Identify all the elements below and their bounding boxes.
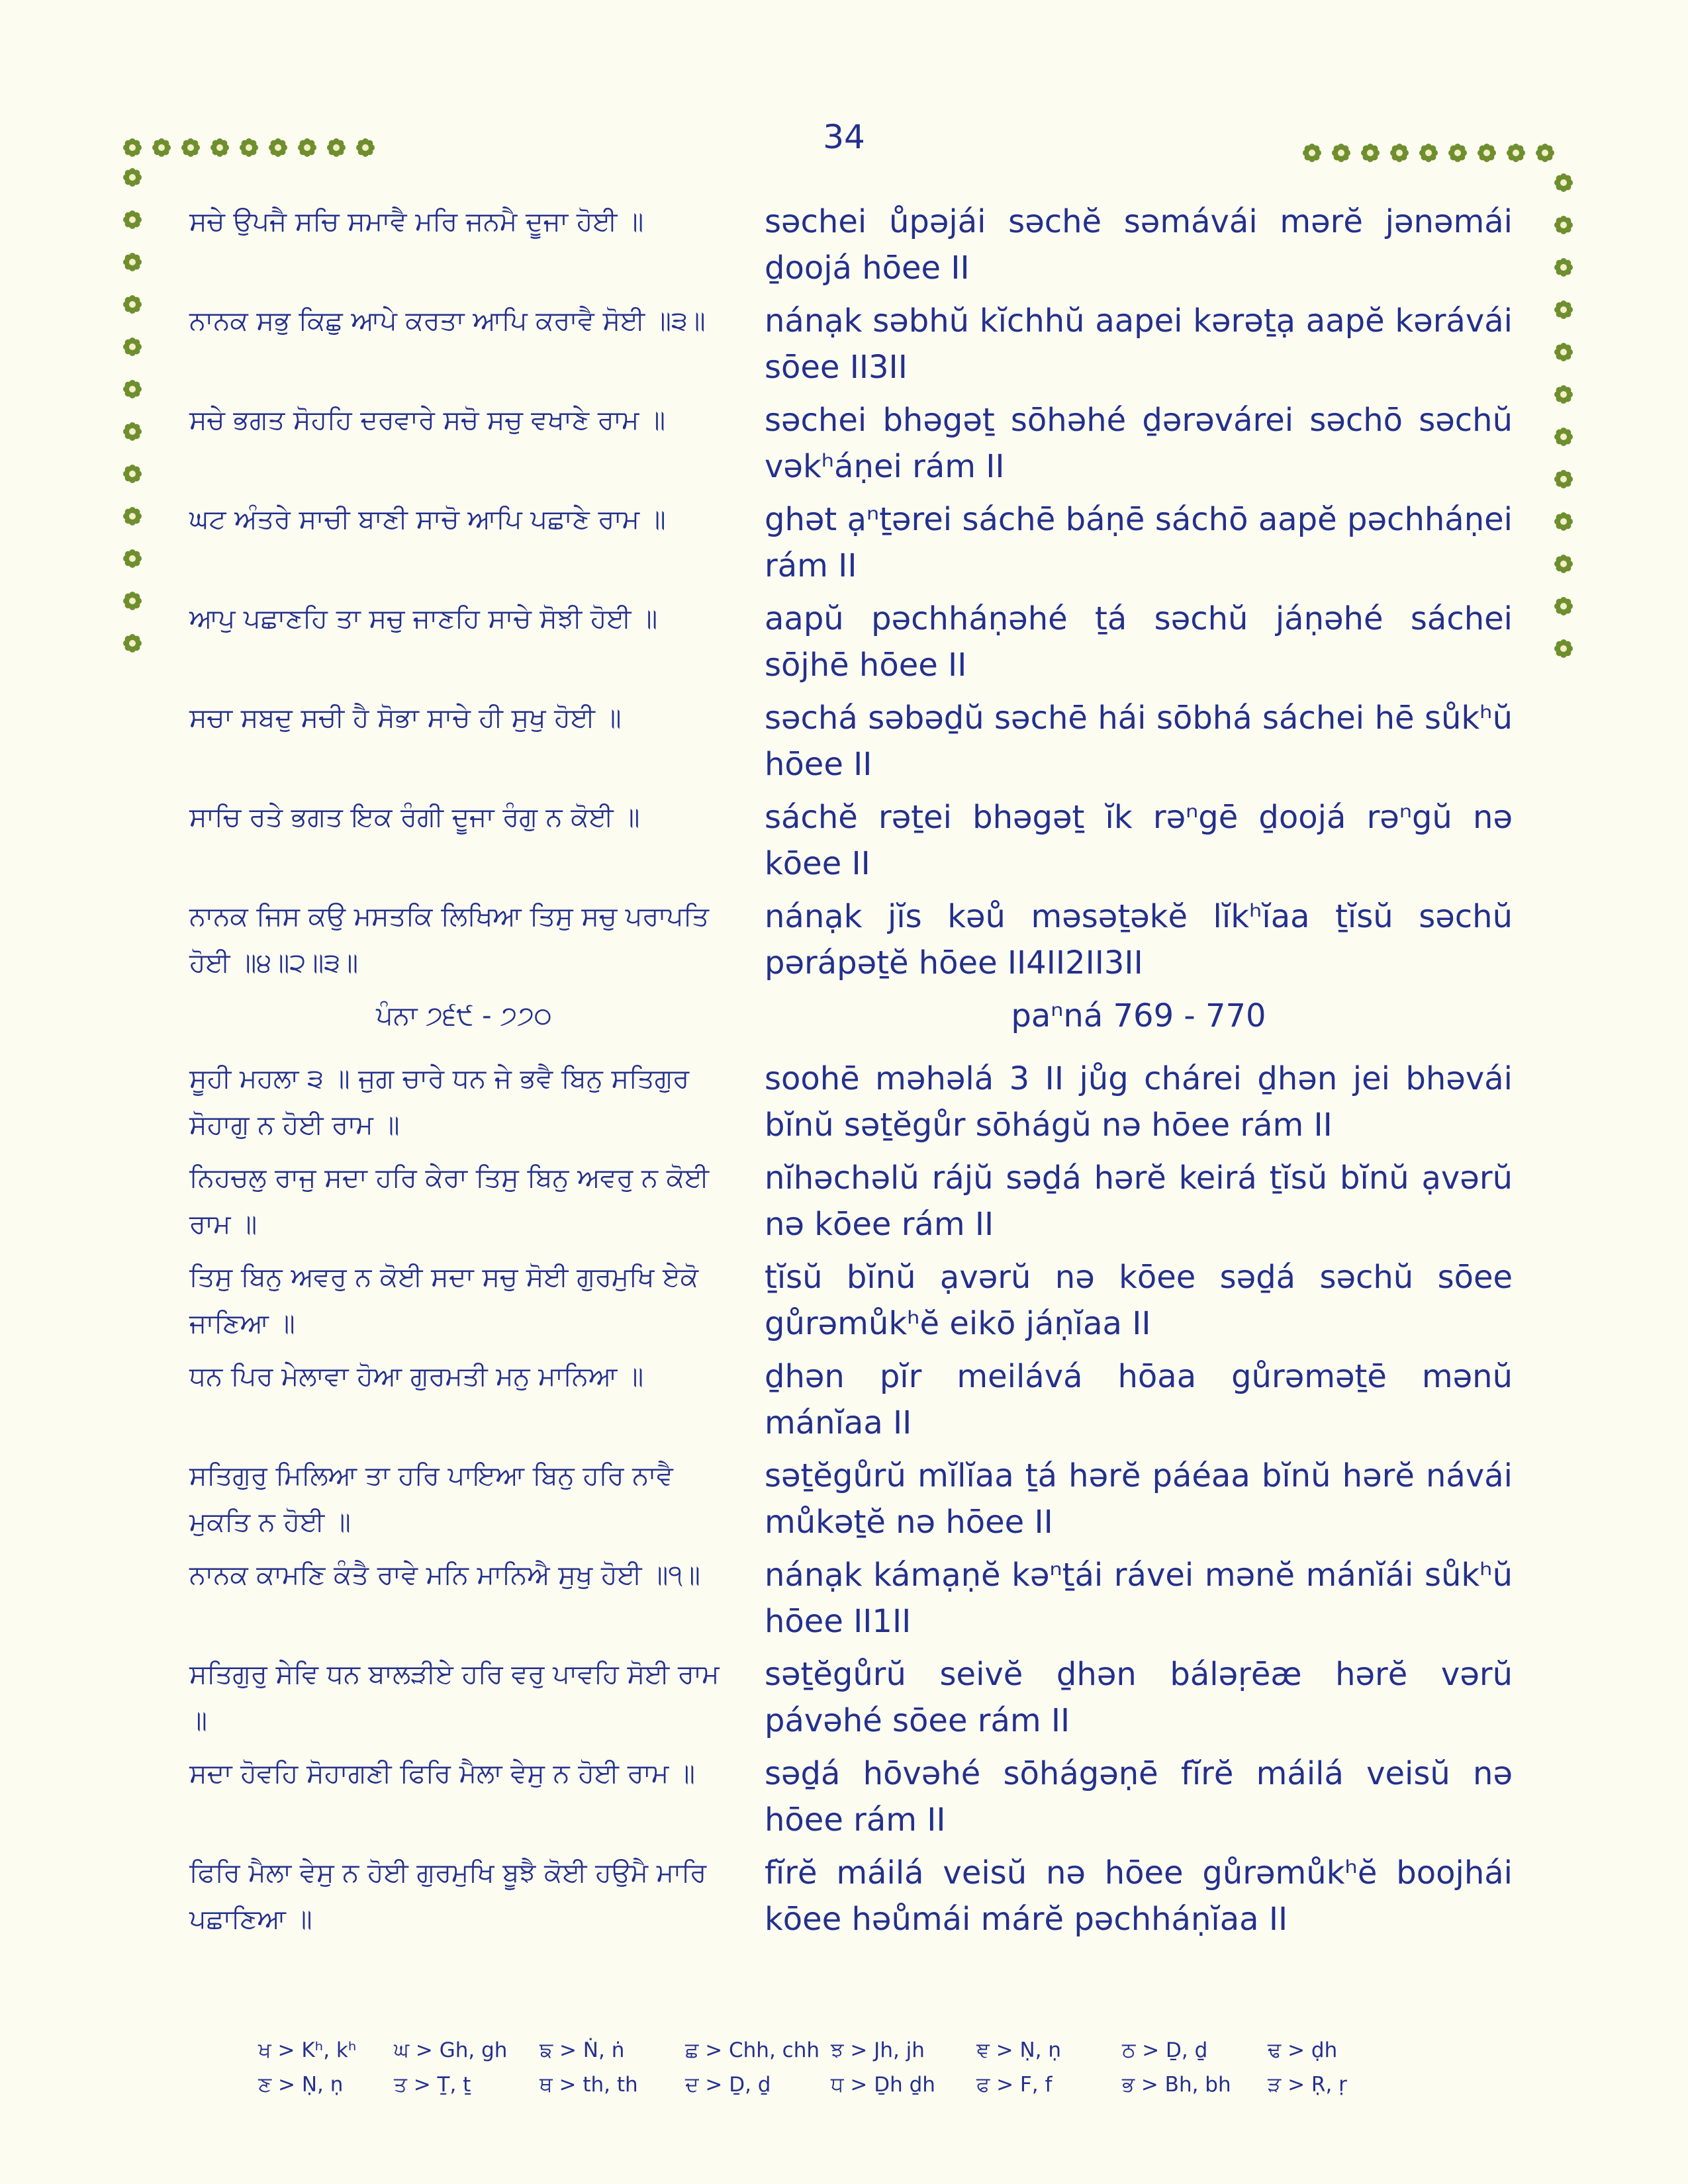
legend-entry: ਢ > ḍh bbox=[1268, 2038, 1338, 2062]
flower-icon bbox=[123, 549, 142, 568]
flower-icon bbox=[123, 380, 142, 398]
flower-icon bbox=[1554, 343, 1573, 361]
transliteration-line: səchei ůpəjái səchĕ səmávái mərĕ jənəmái ḏoojá hōee II bbox=[765, 203, 1513, 287]
transliteration-line: səṯĕgůrŭ mĭlĭaa ṯá hərĕ páéaa bĭnŭ hərĕ návái můkəṯĕ nə hōee II bbox=[765, 1457, 1513, 1541]
flower-icon bbox=[1554, 385, 1573, 404]
transliteration-line: səchei bhəgəṯ sōhəhé ḏərəvárei səchō səchŭ vəkʰáṇei rám II bbox=[765, 402, 1513, 485]
gurmukhi-line: ਸਚਾ ਸਬਦੁ ਸਚੀ ਹੈ ਸੋਭਾ ਸਾਚੇ ਹੀ ਸੁਖੁ ਹੋਈ ॥ bbox=[189, 703, 622, 733]
gurmukhi-line: ਫਿਰਿ ਮੈਲਾ ਵੇਸੁ ਨ ਹੋਈ ਗੁਰਮੁਖਿ ਬੂਝੈ ਕੋਈ ਹਉਮੈ ਮਾਰਿ ਪਛਾਣਿਆ ॥ bbox=[189, 1858, 707, 1934]
legend-row bbox=[258, 2038, 1450, 2073]
flower-icon bbox=[1554, 428, 1573, 446]
gurmukhi-line: ਨਾਨਕ ਜਿਸ ਕਉ ਮਸਤਕਿ ਲਿਖਿਆ ਤਿਸੁ ਸਚੁ ਪਰਾਪਤਿ ਹੋਈ ॥੪॥੨॥੩॥ bbox=[189, 901, 710, 978]
transliteration-line: fĭrĕ máilá veisŭ nə hōee gůrəmůkʰĕ boojhái kōee həůmái márĕ pəchháṇĭaa II bbox=[765, 1854, 1513, 1938]
gurmukhi-line: ਸਤਿਗੁਰੁ ਸੇਵਿ ਧਨ ਬਾਲੜੀਏ ਹਰਿ ਵਰੁ ਪਾਵਹਿ ਸੋਈ ਰਾਮ ॥ bbox=[189, 1659, 720, 1736]
transliteration-line: nĭhəchəlŭ rájŭ səḏá hərĕ keirá ṯĭsŭ bĭnŭ ạvərŭ nə kōee rám II bbox=[765, 1160, 1513, 1243]
panna-transliteration: paⁿná 769 - 770 bbox=[1011, 997, 1266, 1034]
transliteration-line: səḏá hōvəhé sōhágəṇē fĭrĕ máilá veisŭ nə hōee rám II bbox=[765, 1755, 1513, 1839]
transliteration-line: ḏhən pĭr meilává hōaa gůrəməṯē mənŭ mánĭaa II bbox=[765, 1358, 1513, 1441]
gurmukhi-line: ਸੂਹੀ ਮਹਲਾ ੩ ॥ ਜੁਗ ਚਾਰੇ ਧਨ ਜੇ ਭਵੈ ਬਿਨੁ ਸਤਿਗੁਰ ਸੋਹਾਗੁ ਨ ਹੋਈ ਰਾਮ ॥ bbox=[189, 1064, 690, 1140]
page-number: 34 bbox=[823, 118, 865, 156]
legend-entry: ਛ > Chh, chh bbox=[685, 2038, 820, 2062]
flower-icon bbox=[123, 253, 142, 271]
legend-entry: ਥ > th, th bbox=[539, 2073, 638, 2097]
gurmukhi-line: ਸਦਾ ਹੋਵਹਿ ਸੋਹਾਗਣੀ ਫਿਰਿ ਮੈਲਾ ਵੇਸੁ ਨ ਹੋਈ ਰਾਮ ॥ bbox=[189, 1758, 695, 1789]
gurmukhi-line: ਨਾਨਕ ਸਭੁ ਕਿਛੁ ਆਪੇ ਕਰਤਾ ਆਪਿ ਕਰਾਵੈ ਸੋਈ ॥੩॥ bbox=[189, 306, 706, 336]
legend-entry: ਦ > Ḏ, ḏ bbox=[685, 2073, 771, 2097]
transliteration-line: ṯĭsŭ bĭnŭ ạvərŭ nə kōee səḏá səchŭ sōee gůrəmůkʰĕ eikō jáṇĭaa II bbox=[765, 1259, 1513, 1342]
flower-icon bbox=[1554, 300, 1573, 319]
transliteration-line: aapŭ pəchháṇəhé ṯá səchŭ jáṇəhé sáchei sōjhē hōee II bbox=[765, 600, 1513, 684]
flower-icon bbox=[123, 168, 142, 187]
panna-gurmukhi: ਪੰਨਾ ੭੬੯ - ੭੭੦ bbox=[376, 1001, 552, 1031]
flower-icon bbox=[1554, 597, 1573, 615]
transliteration-line: səchá səbəḏŭ səchē hái sōbhá sáchei hē sůkʰŭ hōee II bbox=[765, 700, 1513, 783]
gurmukhi-line: ਸਾਚਿ ਰਤੇ ਭਗਤ ਇਕ ਰੰਗੀ ਦੂਜਾ ਰੰਗੁ ਨ ਕੋਈ ॥ bbox=[189, 802, 640, 833]
flower-icon bbox=[1554, 258, 1573, 277]
legend-entry: ਞ > Ṇ, ṇ bbox=[976, 2038, 1062, 2062]
gurmukhi-line: ਨਾਨਕ ਕਾਮਣਿ ਕੰਤੈ ਰਾਵੇ ਮਨਿ ਮਾਨਿਐ ਸੁਖੁ ਹੋਈ ॥੧॥ bbox=[189, 1560, 700, 1590]
transliteration-line: ghət ạⁿṯərei sáchē báṇē sáchō aapĕ pəchháṇei rám II bbox=[765, 501, 1513, 584]
flower-icon bbox=[123, 338, 142, 356]
flower-icon bbox=[123, 465, 142, 483]
legend-entry: ਘ > Gh, gh bbox=[394, 2038, 508, 2062]
gurmukhi-line: ਸਤਿਗੁਰੁ ਮਿਲਿਆ ਤਾ ਹਰਿ ਪਾਇਆ ਬਿਨੁ ਹਰਿ ਨਾਵੈ ਮੁਕਤਿ ਨ ਹੋਈ ॥ bbox=[189, 1461, 673, 1537]
gurmukhi-line: ਧਨ ਪਿਰ ਮੇਲਾਵਾ ਹੋਆ ਗੁਰਮਤੀ ਮਨੁ ਮਾਨਿਆ ॥ bbox=[189, 1361, 644, 1392]
legend-entry: ਝ > Jh, jh bbox=[831, 2038, 925, 2062]
flower-icon bbox=[1554, 173, 1573, 192]
gurmukhi-line: ਤਿਸੁ ਬਿਨੁ ਅਵਰੁ ਨ ਕੋਈ ਸਦਾ ਸਚੁ ਸੋਈ ਗੁਰਮੁਖਿ ਏਕੋ ਜਾਣਿਆ ॥ bbox=[189, 1262, 699, 1339]
flower-icon bbox=[1554, 512, 1573, 531]
gurmukhi-line: ਸਚੇ ਉਪਜੈ ਸਚਿ ਸਮਾਵੈ ਮਰਿ ਜਨਮੈ ਦੂਜਾ ਹੋਈ ॥ bbox=[189, 206, 644, 237]
legend-entry: ਫ > F, f bbox=[976, 2073, 1053, 2097]
legend-entry: ਧ > Ḏh ḏh bbox=[831, 2073, 935, 2097]
gurmukhi-line: ਘਟ ਅੰਤਰੇ ਸਾਚੀ ਬਾਣੀ ਸਾਚੋ ਆਪਿ ਪਛਾਣੇ ਰਾਮ ॥ bbox=[189, 504, 666, 535]
flower-icon bbox=[123, 507, 142, 525]
legend-entry: ਤ > Ṯ, ṯ bbox=[394, 2073, 471, 2097]
legend-entry: ਣ > Ṇ, ṇ bbox=[258, 2073, 344, 2097]
flower-icon bbox=[123, 422, 142, 441]
legend-entry: ਭ > Bh, bh bbox=[1122, 2073, 1231, 2097]
flower-icon bbox=[1554, 555, 1573, 573]
transliteration-legend bbox=[258, 2038, 1450, 2107]
flower-icon bbox=[123, 210, 142, 229]
legend-entry: ਠ > Ḏ, ḏ bbox=[1122, 2038, 1208, 2062]
flower-icon bbox=[123, 634, 142, 653]
gurmukhi-line: ਸਚੇ ਭਗਤ ਸੋਹਹਿ ਦਰਵਾਰੇ ਸਚੋ ਸਚੁ ਵਖਾਣੇ ਰਾਮ ॥ bbox=[189, 405, 666, 435]
transliteration-line: səṯĕgůrŭ seivĕ ḏhən báləṛēæ hərĕ vərŭ pávəhé sōee rám II bbox=[765, 1656, 1513, 1739]
legend-entry: ੜ > Ṛ, ṛ bbox=[1268, 2073, 1347, 2097]
transliteration-line: nánạk kámạṇĕ kəⁿṯái rávei mənĕ mánĭái sůkʰŭ hōee II1II bbox=[765, 1557, 1513, 1640]
legend-entry: ਙ > Ṅ, ṅ bbox=[539, 2038, 625, 2062]
transliteration-line: sáchĕ rəṯei bhəgəṯ ĭk rəⁿgē ḏoojá rəⁿgŭ nə kōee II bbox=[765, 799, 1513, 882]
transliteration-line: soohē məhəlá 3 II jůg chárei ḏhən jei bhəvái bĭnŭ səṯĕgůr sōhágŭ nə hōee rám II bbox=[765, 1060, 1513, 1144]
flower-icon bbox=[1554, 216, 1573, 234]
transliteration-line: nánạk səbhŭ kĭchhŭ aapei kərəṯạ aapĕ kərávái sōee II3II bbox=[765, 302, 1513, 386]
legend-entry: ਖ > Kʰ, kʰ bbox=[258, 2038, 357, 2062]
flower-icon bbox=[1554, 639, 1573, 658]
transliteration-line: nánạk jĭs kəů məsəṯəkĕ lĭkʰĭaa ṯĭsŭ səchŭ pərápəṯĕ hōee II4II2II3II bbox=[765, 898, 1513, 981]
gurmukhi-line: ਨਿਹਚਲੁ ਰਾਜੁ ਸਦਾ ਹਰਿ ਕੇਰਾ ਤਿਸੁ ਬਿਨੁ ਅਵਰੁ ਨ ਕੋਈ ਰਾਮ ॥ bbox=[189, 1163, 710, 1240]
flower-icon bbox=[123, 295, 142, 314]
gurmukhi-line: ਆਪੁ ਪਛਾਣਹਿ ਤਾ ਸਚੁ ਜਾਣਹਿ ਸਾਚੇ ਸੋਝੀ ਹੋਈ ॥ bbox=[189, 604, 658, 634]
legend-row bbox=[258, 2073, 1450, 2107]
flower-icon bbox=[1554, 470, 1573, 488]
flower-icon bbox=[123, 592, 142, 610]
